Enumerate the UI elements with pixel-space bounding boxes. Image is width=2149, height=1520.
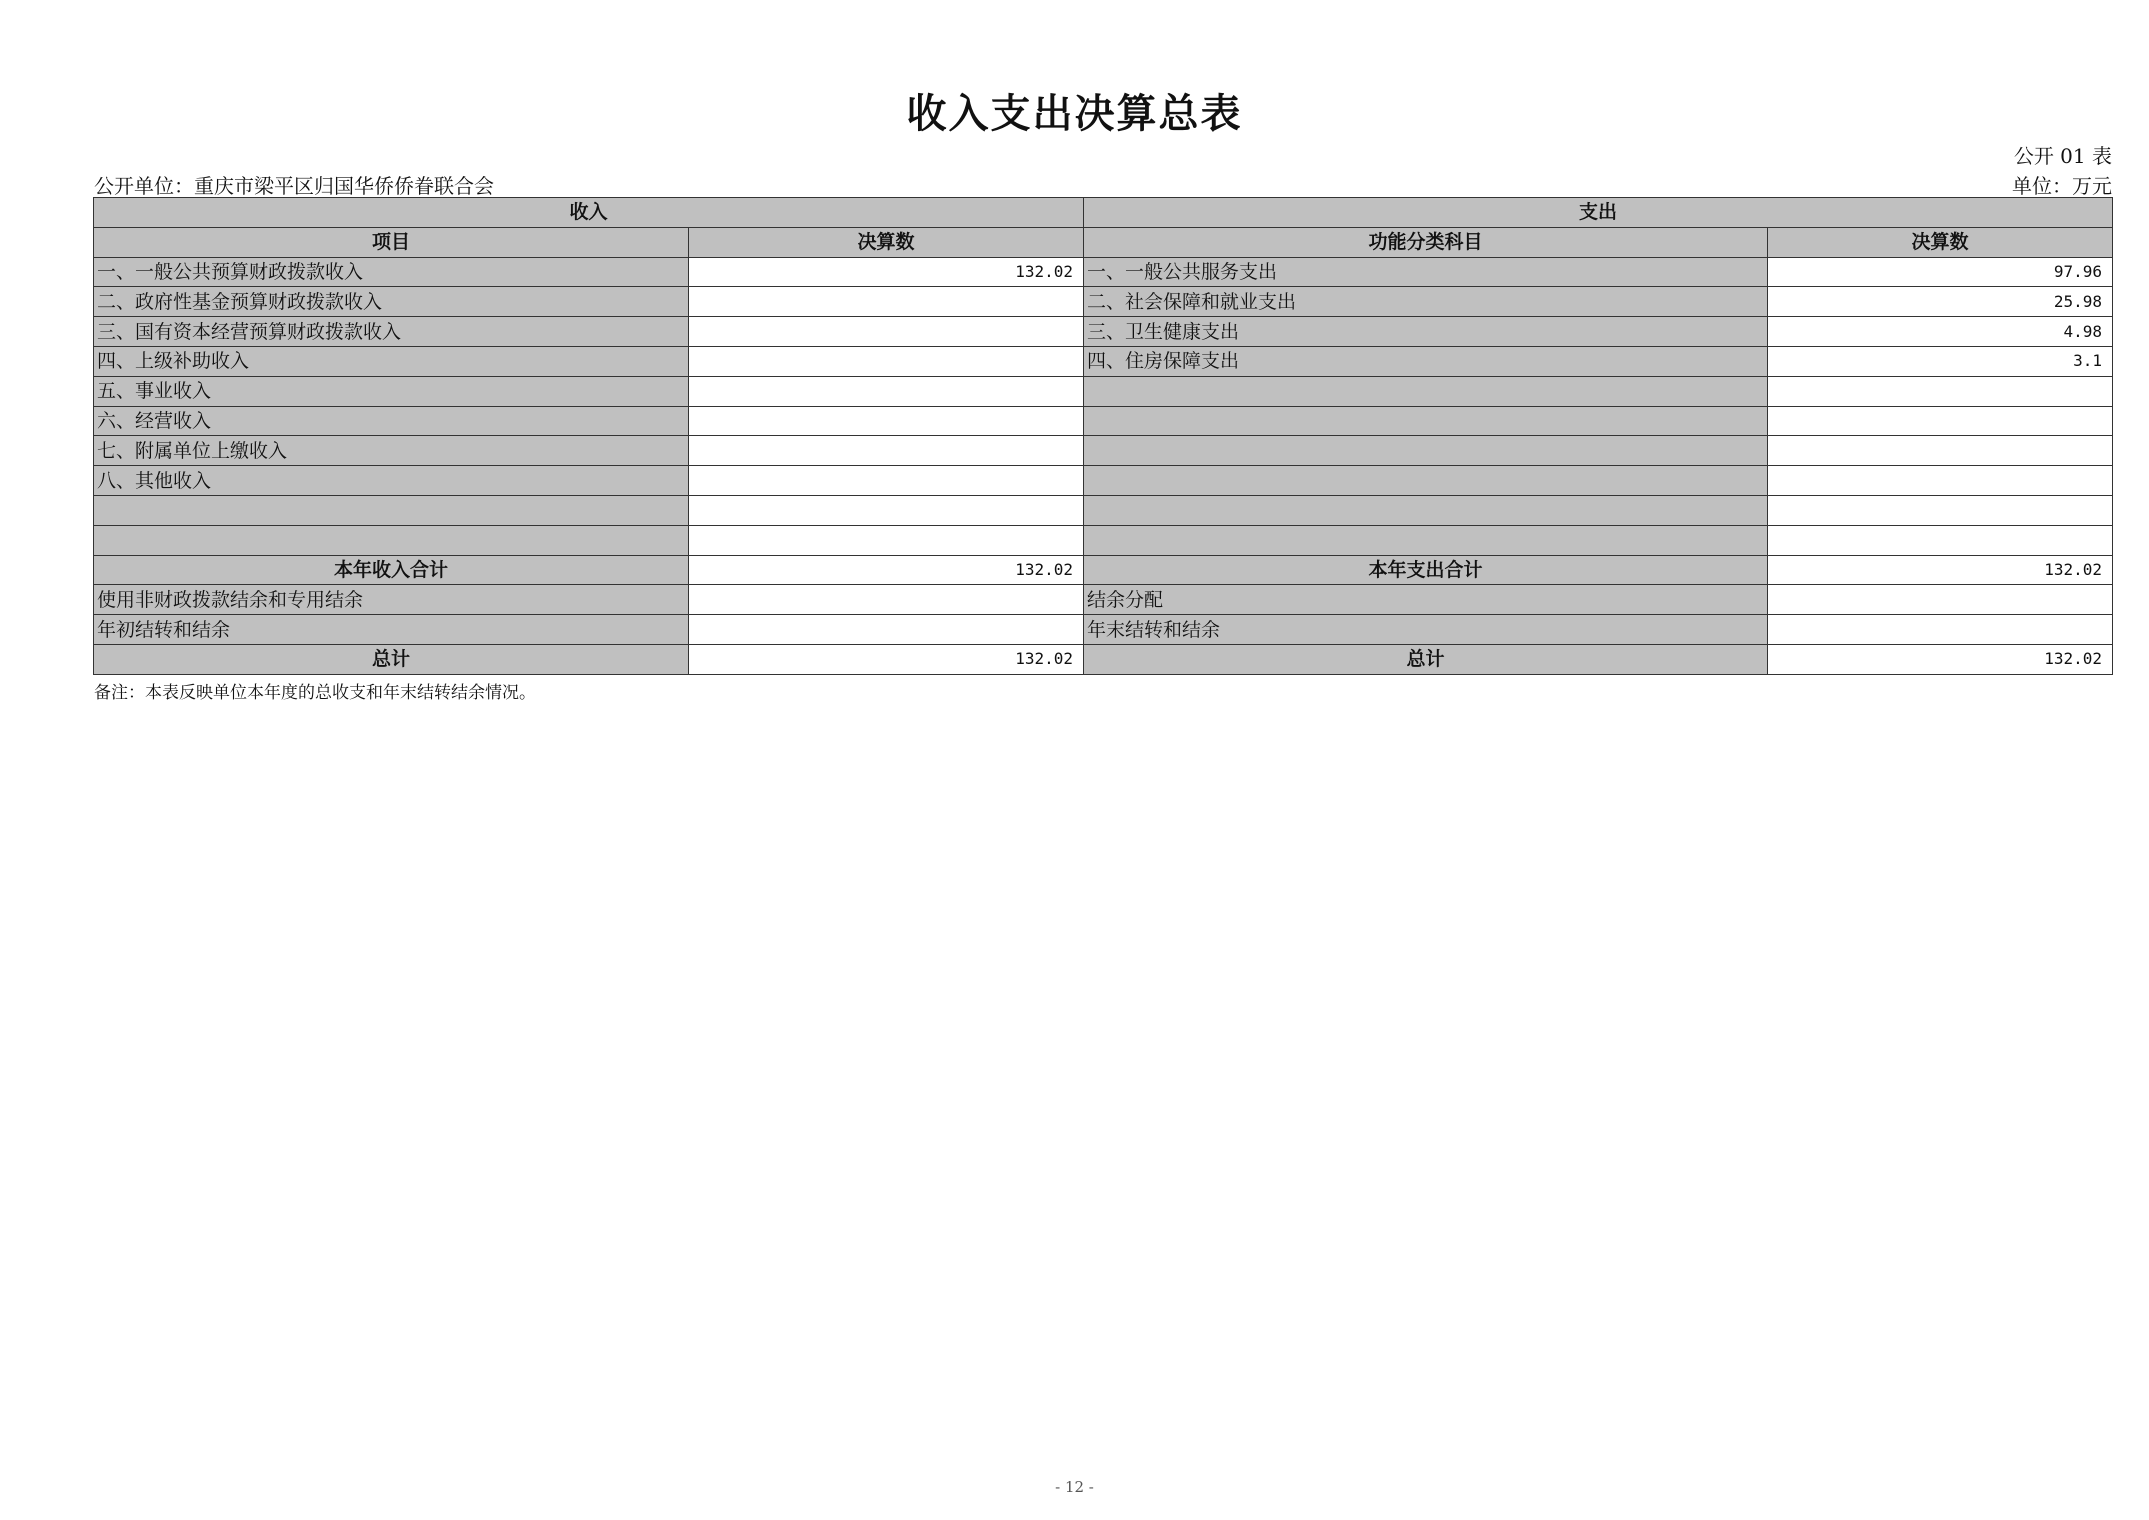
expense-amount [1768,585,2113,615]
expense-amount [1768,406,2113,436]
expense-subtotal-amount: 132.02 [1768,555,2113,585]
expense-item [1084,495,1768,525]
income-item: 三、国有资本经营预算财政拨款收入 [94,317,689,347]
column-header-category: 功能分类科目 [1084,227,1768,257]
expense-item [1084,525,1768,555]
income-amount [689,406,1084,436]
income-amount [689,287,1084,317]
expense-amount: 4.98 [1768,317,2113,347]
expense-subtotal-label: 本年支出合计 [1084,555,1768,585]
income-amount [689,346,1084,376]
income-item: 二、政府性基金预算财政拨款收入 [94,287,689,317]
expense-amount [1768,615,2113,645]
column-header-item: 项目 [94,227,689,257]
expense-total-amount: 132.02 [1768,644,2113,674]
column-header-amount: 决算数 [689,227,1084,257]
expense-amount [1768,495,2113,525]
column-header-row [94,227,2113,257]
expense-item [1084,436,1768,466]
expense-amount: 97.96 [1768,257,2113,287]
expense-item [1084,406,1768,436]
income-amount: 132.02 [689,257,1084,287]
income-subtotal-amount: 132.02 [689,555,1084,585]
expense-item: 三、卫生健康支出 [1084,317,1768,347]
expense-item: 年末结转和结余 [1084,615,1768,645]
total-row [94,644,2113,674]
table-row [94,376,2113,406]
income-item: 四、上级补助收入 [94,346,689,376]
income-amount [689,615,1084,645]
reporting-unit: 公开单位：重庆市梁平区归国华侨侨眷联合会 [94,174,494,198]
expense-amount [1768,525,2113,555]
table-row [94,436,2113,466]
income-item: 八、其他收入 [94,466,689,496]
page-title: 收入支出决算总表 [906,91,1243,137]
subtotal-row [94,555,2113,585]
budget-table [93,197,2113,675]
income-item [94,525,689,555]
table-row [94,346,2113,376]
table-row [94,257,2113,287]
income-amount [689,585,1084,615]
expense-amount [1768,466,2113,496]
expense-item: 二、社会保障和就业支出 [1084,287,1768,317]
income-total-amount: 132.02 [689,644,1084,674]
expense-item: 一、一般公共服务支出 [1084,257,1768,287]
table-row [94,585,2113,615]
expense-amount: 3.1 [1768,346,2113,376]
table-row [94,317,2113,347]
income-item: 年初结转和结余 [94,615,689,645]
income-item: 使用非财政拨款结余和专用结余 [94,585,689,615]
currency-unit: 单位：万元 [2012,174,2112,198]
table-row [94,495,2113,525]
income-amount [689,525,1084,555]
income-item: 六、经营收入 [94,406,689,436]
expense-item [1084,376,1768,406]
income-total-label: 总计 [94,644,689,674]
expense-item: 四、住房保障支出 [1084,346,1768,376]
income-amount [689,317,1084,347]
table-row [94,615,2113,645]
table-row [94,525,2113,555]
expense-amount: 25.98 [1768,287,2113,317]
income-subtotal-label: 本年收入合计 [94,555,689,585]
income-item [94,495,689,525]
expense-item: 结余分配 [1084,585,1768,615]
income-item: 五、事业收入 [94,376,689,406]
table-note: 备注：本表反映单位本年度的总收支和年末结转结余情况。 [94,683,536,703]
income-item: 七、附属单位上缴收入 [94,436,689,466]
income-amount [689,466,1084,496]
expense-item [1084,466,1768,496]
income-item: 一、一般公共预算财政拨款收入 [94,257,689,287]
income-header: 收入 [94,198,1084,228]
column-header-amount: 决算数 [1768,227,2113,257]
table-row [94,466,2113,496]
income-amount [689,376,1084,406]
expense-amount [1768,376,2113,406]
page-number: - 12 - [1055,1478,1094,1496]
expense-total-label: 总计 [1084,644,1768,674]
income-amount [689,436,1084,466]
table-row [94,287,2113,317]
income-amount [689,495,1084,525]
table-row [94,406,2113,436]
section-header-row [94,198,2113,228]
expense-header: 支出 [1084,198,2113,228]
expense-amount [1768,436,2113,466]
form-number: 公开 01 表 [2013,144,2112,168]
